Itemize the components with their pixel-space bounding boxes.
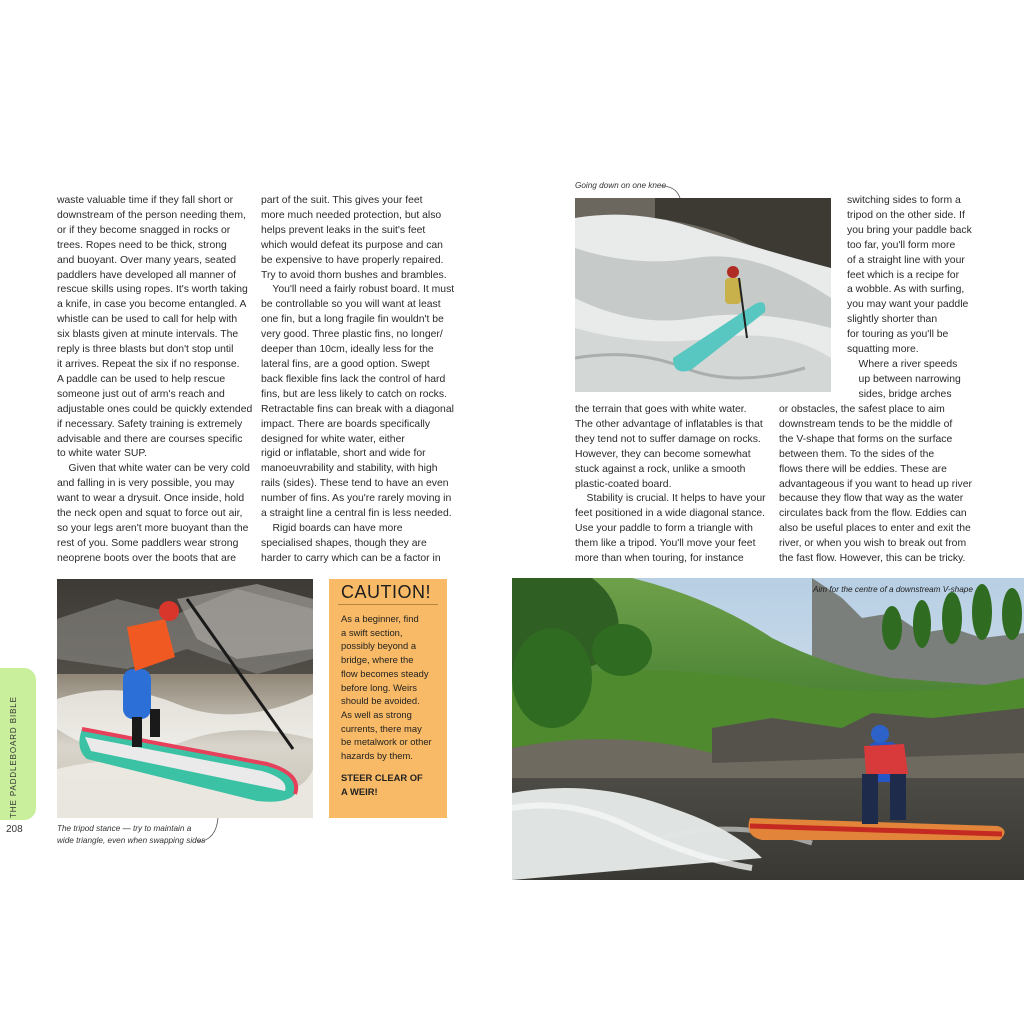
- side-tab: [0, 668, 36, 820]
- kneeling-caption: Going down on one knee: [575, 181, 667, 190]
- right-column-4: or obstacles, the safest place to aim downstream tends to be the middle of the V-shape that forms on the surface between them. To the sides of the flows there will be eddies. These are advantageous if you want to head up river because they flow that way as the water circulates back from the flow. Eddies can also be useful places to enter and exit the river, or when you wish to break out from the fast flow. However, this can be tricky.: [779, 404, 972, 565]
- right-column-3: the terrain that goes with white water. The other advantage of inflatables is that they tend not to suffer damage on rocks. However, they can become somewhat stuck against a rock, unlike a smooth plastic-coated board. Stability is crucial. It helps to have your feet positioned in a wide diagonal stance. Use your paddle to form a triangle with them like a tripod. You'll move your feet more than when touring, for instance: [575, 404, 766, 565]
- right-column-top: switching sides to form a tripod on the other side. If you bring your paddle back too far, you'll form more of a straight line with your feet which is a recipe for a wobble. As with surfing, you may want your paddle slightly shorter than for touring as you'll be squatting more. Where a river speeds up between narrowing sides, bridge arches: [847, 195, 972, 400]
- left-column-2: part of the suit. This gives your feet more much needed protection, but also helps prevent leaks in the suit's feet which would defeat its purpose and can be expensive to have properly repaired. Try to avoid thorn bushes and brambles. You'll need a fairly robust board. It must be controllable so you will want at least one fin, but a long fragile fin wouldn't be very good. Three plastic fins, no longer/ deeper than 10cm, ideally less for the lateral fins, are a good option. Swept back flexible fins lack the control of hard fins, but are less likely to catch on rocks. Retractable fins can break with a diagonal impact. There are boards specifically designed for white water, either rigid or inflatable, short and wide for manoeuvrability and stability, with high rails (sides). These tend to have an even number of fins. As you're rarely moving in a straight line a central fin is less needed. Rigid boards can have more specialised shapes, though they are harder to carry which can be a factor in: [261, 195, 455, 564]
- page-number: 208: [6, 824, 23, 835]
- caution-body: As a beginner, find a swift section, possibly beyond a bridge, where the flow becomes steady before long. Weirs should be avoided. As well as strong currents, there may be metalwork or other hazards by them.: [341, 613, 432, 762]
- caution-title: CAUTION!: [341, 582, 432, 602]
- tripod-stance-photo: [57, 579, 313, 818]
- left-column-1: waste valuable time if they fall short or downstream of the person needing them, or if they become snagged in rocks or trees. Ropes need to be thick, strong and buoyant. Over many years, seated paddlers have developed all manner of rescue skills using ropes. It's worth taking a knife, in case you become entangled. A whistle can be used to call for help with six blasts given at minute intervals. The reply is three blasts but don't stop until it arrives. Repeat the six if no response. A paddle can be used to help rescue someone just out of arm's reach and adjustable ones could be quickly extended if necessary. Safety training is extremely advisable and there are courses specific to white water SUP. Given that white water can be very cold and falling in is very possible, you may want to wear a drysuit. Once inside, hold the neck open and squat to force out air, so your legs aren't more buoyant than the rest of you. Some paddlers wear strong neoprene boots over the boots that are: [57, 195, 253, 564]
- tripod-stance-caption: The tripod stance — try to maintain a wide triangle, even when swapping sides: [57, 824, 206, 845]
- landscape-photo: [512, 578, 1024, 880]
- landscape-caption: Aim for the centre of a downstream V-shape: [813, 585, 973, 594]
- caption-leader-line: [196, 816, 222, 846]
- book-title-label: THE PADDLEBOARD BIBLE: [9, 696, 18, 818]
- caution-divider: [338, 604, 438, 605]
- caution-emphasis: STEER CLEAR OF A WEIR!: [341, 772, 423, 797]
- kneeling-photo: [575, 198, 831, 392]
